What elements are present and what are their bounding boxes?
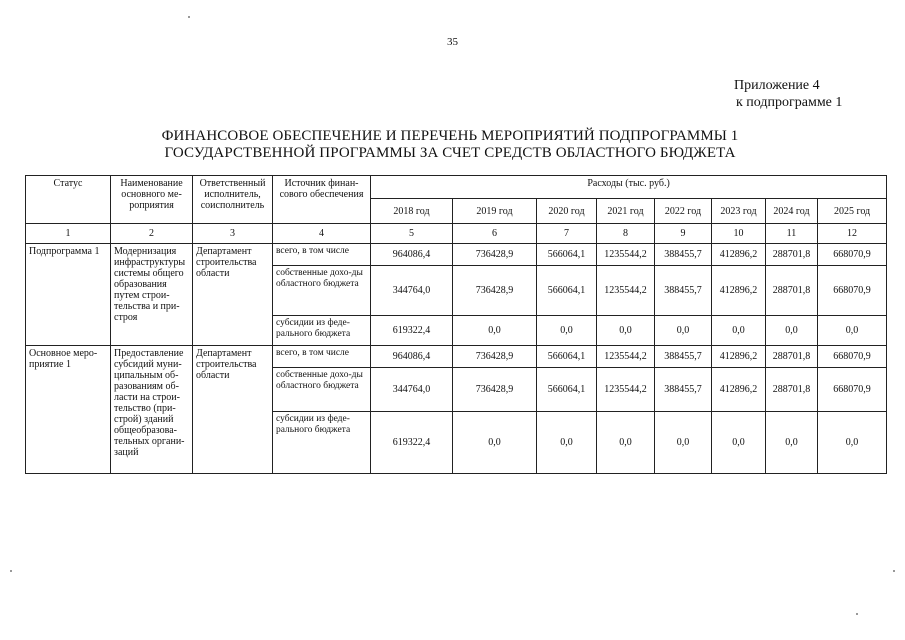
- expense-value-cell: 388455,7: [655, 346, 712, 368]
- measure-name-cell: Модернизация инфраструктуры системы общего образования путем строи-тельства и при-строя: [111, 244, 193, 346]
- measure-name-cell: Предоставление субсидий муни-ципальным об-разованиям об-ласти на строи-тельство (при-строй) зданий общеобразова-тельных органи-заций: [111, 346, 193, 474]
- expense-value-cell: 0,0: [712, 316, 766, 346]
- expense-value-cell: 0,0: [655, 412, 712, 474]
- expense-value-cell: 0,0: [453, 412, 537, 474]
- expense-value-cell: 668070,9: [818, 346, 887, 368]
- expense-value-cell: 0,0: [712, 412, 766, 474]
- header-status: Статус: [26, 176, 111, 224]
- expense-value-cell: 344764,0: [371, 266, 453, 316]
- expense-value-cell: 0,0: [818, 412, 887, 474]
- column-number: 2: [111, 224, 193, 244]
- funding-source-cell: субсидии из феде-рального бюджета: [273, 412, 371, 474]
- appendix-line-1: Приложение 4: [734, 78, 820, 93]
- expense-value-cell: 1235544,2: [597, 346, 655, 368]
- expense-value-cell: 288701,8: [766, 368, 818, 412]
- column-number: 9: [655, 224, 712, 244]
- expense-value-cell: 388455,7: [655, 368, 712, 412]
- expense-value-cell: 412896,2: [712, 346, 766, 368]
- expense-value-cell: 412896,2: [712, 368, 766, 412]
- header-year: 2021 год: [597, 199, 655, 224]
- expense-value-cell: 0,0: [818, 316, 887, 346]
- appendix-line-2: к подпрограмме 1: [736, 95, 843, 110]
- expense-value-cell: 344764,0: [371, 368, 453, 412]
- funding-source-cell: собственные дохо-ды областного бюджета: [273, 266, 371, 316]
- table-row: [26, 244, 887, 266]
- header-year: 2025 год: [818, 199, 887, 224]
- expense-value-cell: 0,0: [453, 316, 537, 346]
- finance-table: [25, 175, 887, 474]
- expense-value-cell: 668070,9: [818, 266, 887, 316]
- column-number: 1: [26, 224, 111, 244]
- expense-value-cell: 619322,4: [371, 412, 453, 474]
- expense-value-cell: 1235544,2: [597, 244, 655, 266]
- scan-dot: [10, 570, 12, 572]
- funding-source-cell: субсидии из феде-рального бюджета: [273, 316, 371, 346]
- column-number: 6: [453, 224, 537, 244]
- header-year: 2022 год: [655, 199, 712, 224]
- expense-value-cell: 736428,9: [453, 266, 537, 316]
- expense-value-cell: 619322,4: [371, 316, 453, 346]
- expense-value-cell: 288701,8: [766, 346, 818, 368]
- expense-value-cell: 0,0: [537, 316, 597, 346]
- responsible-cell: Департамент строительства области: [193, 346, 273, 474]
- title-line-1: ФИНАНСОВОЕ ОБЕСПЕЧЕНИЕ И ПЕРЕЧЕНЬ МЕРОПРИЯТИЙ ПОДПРОГРАММЫ 1: [161, 128, 739, 144]
- status-cell: Подпрограмма 1: [26, 244, 111, 346]
- title-line-2: ГОСУДАРСТВЕННОЙ ПРОГРАММЫ ЗА СЧЕТ СРЕДСТВ ОБЛАСТНОГО БЮДЖЕТА: [164, 145, 736, 161]
- scan-dot: [893, 570, 895, 572]
- column-number: 5: [371, 224, 453, 244]
- expense-value-cell: 736428,9: [453, 346, 537, 368]
- expense-value-cell: 668070,9: [818, 244, 887, 266]
- expense-value-cell: 388455,7: [655, 266, 712, 316]
- expense-value-cell: 0,0: [537, 412, 597, 474]
- status-cell: Основное меро-приятие 1: [26, 346, 111, 474]
- header-name: Наименование основного ме-роприятия: [111, 176, 193, 224]
- header-source: Источник финан-сового обеспечения: [273, 176, 371, 224]
- funding-source-cell: собственные дохо-ды областного бюджета: [273, 368, 371, 412]
- header-year: 2023 год: [712, 199, 766, 224]
- table-row: [26, 346, 887, 368]
- header-row-1: [26, 176, 887, 199]
- expense-value-cell: 0,0: [655, 316, 712, 346]
- column-number: 12: [818, 224, 887, 244]
- header-expenses: Расходы (тыс. руб.): [371, 176, 887, 199]
- expense-value-cell: 412896,2: [712, 266, 766, 316]
- expense-value-cell: 0,0: [597, 412, 655, 474]
- column-number: 3: [193, 224, 273, 244]
- expense-value-cell: 566064,1: [537, 368, 597, 412]
- column-number: 8: [597, 224, 655, 244]
- appendix-label: [734, 77, 842, 111]
- column-number: 4: [273, 224, 371, 244]
- column-number-row: [26, 224, 887, 244]
- column-number: 11: [766, 224, 818, 244]
- scan-dot: [856, 613, 858, 615]
- expense-value-cell: 288701,8: [766, 266, 818, 316]
- page-number: 35: [447, 36, 458, 48]
- expense-value-cell: 388455,7: [655, 244, 712, 266]
- expense-value-cell: 288701,8: [766, 244, 818, 266]
- expense-value-cell: 566064,1: [537, 266, 597, 316]
- column-number: 10: [712, 224, 766, 244]
- expense-value-cell: 1235544,2: [597, 368, 655, 412]
- header-year: 2020 год: [537, 199, 597, 224]
- document-title: [120, 128, 780, 162]
- funding-source-cell: всего, в том числе: [273, 346, 371, 368]
- expense-value-cell: 964086,4: [371, 244, 453, 266]
- expense-value-cell: 736428,9: [453, 368, 537, 412]
- expense-value-cell: 668070,9: [818, 368, 887, 412]
- funding-source-cell: всего, в том числе: [273, 244, 371, 266]
- expense-value-cell: 736428,9: [453, 244, 537, 266]
- column-number: 7: [537, 224, 597, 244]
- expense-value-cell: 566064,1: [537, 346, 597, 368]
- expense-value-cell: 1235544,2: [597, 266, 655, 316]
- expense-value-cell: 0,0: [597, 316, 655, 346]
- header-year: 2024 год: [766, 199, 818, 224]
- expense-value-cell: 412896,2: [712, 244, 766, 266]
- header-year: 2019 год: [453, 199, 537, 224]
- scan-dot: [188, 16, 190, 18]
- expense-value-cell: 964086,4: [371, 346, 453, 368]
- expense-value-cell: 0,0: [766, 412, 818, 474]
- expense-value-cell: 0,0: [766, 316, 818, 346]
- header-responsible: Ответственный исполнитель, соисполнитель: [193, 176, 273, 224]
- expense-value-cell: 566064,1: [537, 244, 597, 266]
- responsible-cell: Департамент строительства области: [193, 244, 273, 346]
- header-year: 2018 год: [371, 199, 453, 224]
